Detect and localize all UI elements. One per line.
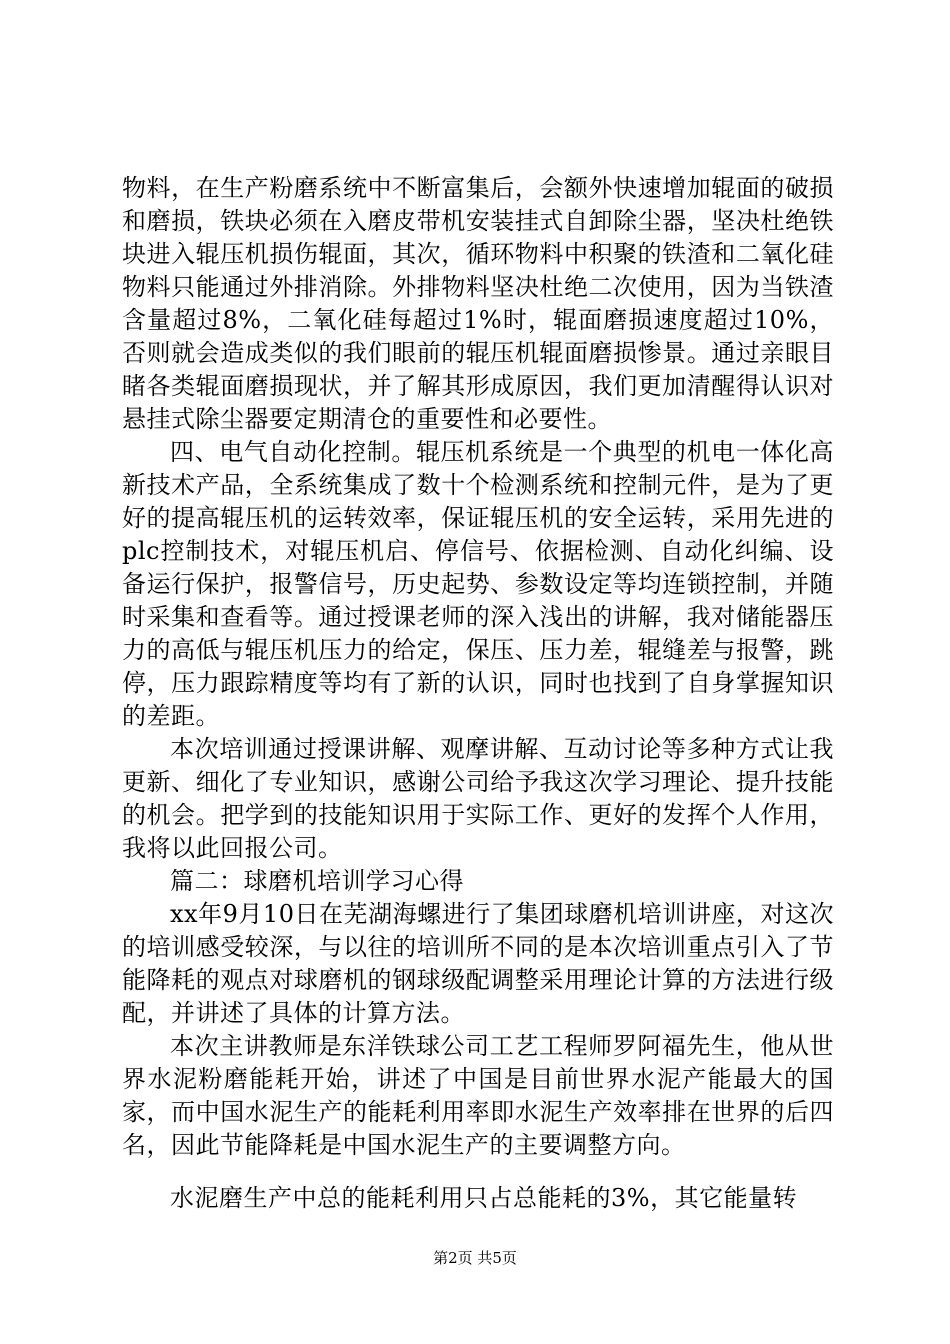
paragraph-5: xx年9月10日在芜湖海螺进行了集团球磨机培训讲座，对这次的培训感受较深，与以往的培训所不同的是本次培训重点引入了节能降耗的观点对球磨机的钢球级配调整采用理论计算的方法进行级配，并讲述了具体的计算方法。 bbox=[122, 900, 834, 1027]
section-heading: 篇二：球磨机培训学习心得 bbox=[170, 867, 464, 895]
paragraph-7: 水泥磨生产中总的能耗利用只占总能耗的3%，其它能量转 bbox=[170, 1184, 798, 1212]
page-footer: 第2页 共5页 bbox=[433, 1249, 517, 1267]
paragraph-6: 本次主讲教师是东洋铁球公司工艺工程师罗阿福先生，他从世界水泥粉磨能耗开始，讲述了中国是目前世界水泥产能最大的国家，而中国水泥生产的能耗利用率即水泥生产效率排在世界的后四名，因此节能降耗是中国水泥生产的主要调整方向。 bbox=[122, 1032, 834, 1159]
paragraph-2: 四、电气自动化控制。辊压机系统是一个典型的机电一体化高新技术产品，全系统集成了数十个检测系统和控制元件，是为了更好的提高辊压机的运转效率，保证辊压机的安全运转，采用先进的plc控制技术，对辊压机启、停信号、依据检测、自动化纠编、设备运行保护，报警信号，历史起势、参数设定等均连锁控制，并随时采集和查看等。通过授课老师的深入浅出的讲解，我对储能器压力的高低与辊压机压力的给定，保压、压力差，辊缝差与报警，跳停，压力跟踪精度等均有了新的认识，同时也找到了自身掌握知识的差距。 bbox=[122, 438, 834, 730]
paragraph-3: 本次培训通过授课讲解、观摩讲解、互动讨论等多种方式让我更新、细化了专业知识，感谢公司给予我这次学习理论、提升技能的机会。把学到的技能知识用于实际工作、更好的发挥个人作用，我将以此回报公司。 bbox=[122, 735, 834, 862]
document-body bbox=[122, 172, 834, 1215]
paragraph-1: 物料，在生产粉磨系统中不断富集后，会额外快速增加辊面的破损和磨损，铁块必须在入磨皮带机安装挂式自卸除尘器，坚决杜绝铁块进入辊压机损伤辊面，其次，循环物料中积聚的铁渣和二氧化硅物料只能通过外排消除。外排物料坚决杜绝二次使用，因为当铁渣含量超过8%，二氧化硅每超过1%时，辊面磨损速度超过10%，否则就会造成类似的我们眼前的辊压机辊面磨损惨景。通过亲眼目睹各类辊面磨损现状，并了解其形成原因，我们更加清醒得认识对悬挂式除尘器要定期清仓的重要性和必要性。 bbox=[122, 174, 834, 433]
